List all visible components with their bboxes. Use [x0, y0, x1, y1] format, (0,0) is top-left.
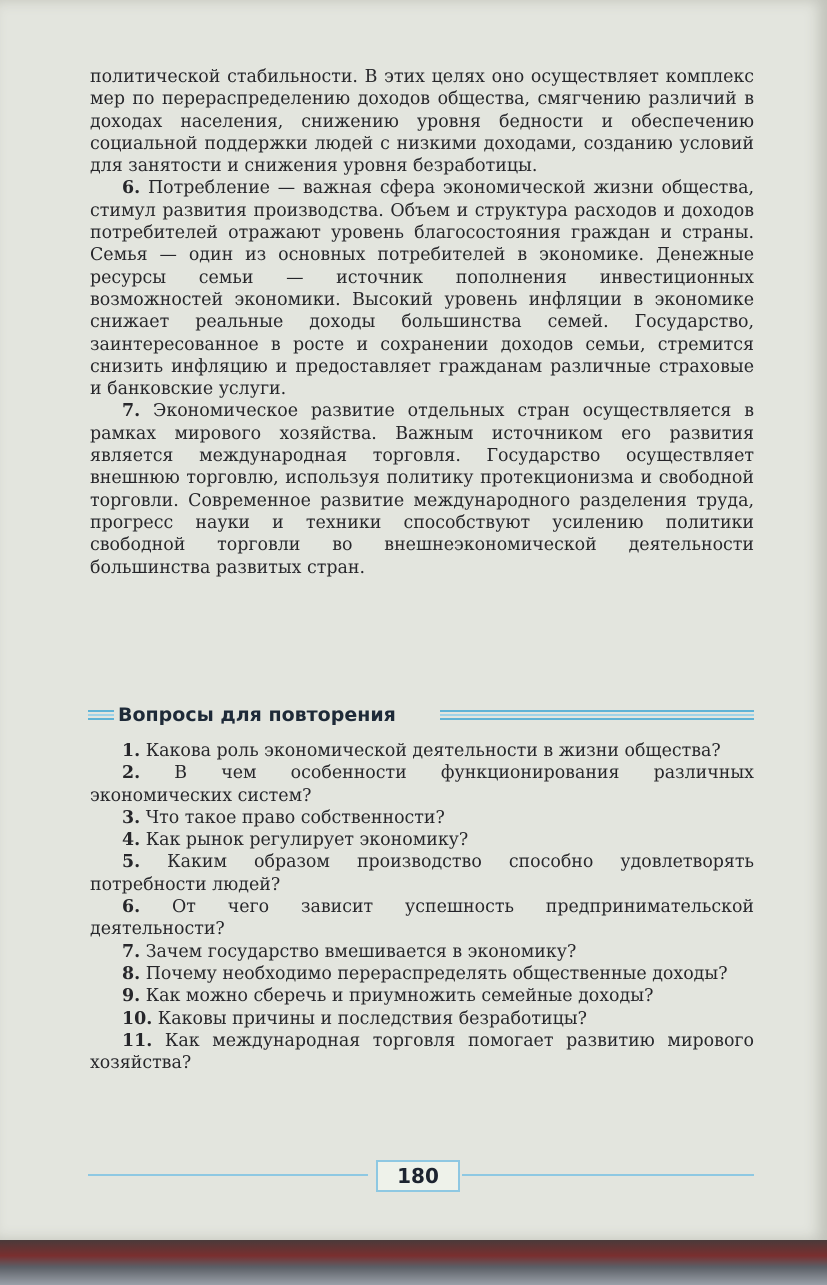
page-number: 180: [376, 1160, 460, 1192]
question-item: [90, 762, 754, 807]
question-item: [90, 740, 754, 762]
question-text: Зачем государство вмешивается в экономику?: [145, 941, 577, 962]
question-text: Как международная торговля помогает развитию мирового хозяйства?: [90, 1030, 754, 1074]
question-item: [90, 963, 754, 985]
question-number: 2.: [122, 763, 141, 784]
question-number: 6.: [122, 897, 141, 918]
question-text: Какова роль экономической деятельности в жизни общества?: [145, 741, 721, 761]
paragraph-number: 6.: [122, 178, 141, 199]
question-text: В чем особенности функционирования различных экономических систем?: [90, 763, 754, 806]
book-edge-background: [0, 1240, 827, 1285]
question-number: 7.: [122, 941, 141, 962]
header-decoration-left: [88, 710, 114, 724]
question-item: [90, 1030, 754, 1075]
page-footer: [88, 1160, 754, 1190]
footer-rule-right: [462, 1174, 754, 1176]
question-item: [90, 829, 754, 851]
questions-title: Вопросы для повторения: [118, 704, 396, 726]
question-item: [90, 1008, 754, 1030]
question-text: Почему необходимо перераспределять общественные доходы?: [145, 963, 728, 984]
questions-section-header: [88, 702, 754, 732]
question-number: 1.: [122, 741, 141, 761]
question-text: От чего зависит успешность предпринимательской деятельности?: [90, 897, 754, 940]
question-item: [90, 941, 754, 963]
header-decoration-right: [440, 710, 754, 724]
question-number: 5.: [122, 852, 141, 873]
question-text: Что такое право собственности?: [145, 807, 445, 828]
paragraph-text: Потребление — важная сфера экономической жизни общества, стимул развития производства. Объем и структура расходов и доходов потребителей отражают уровень благосостояния граждан и страны. Семья — один из основных потребителей в экономике. Денежные ресурсы семьи — источник пополнения инвестиционных возможностей экономики. Высокий уровень инфляции в экономике снижает реальные доходы большинства семей. Государство, заинтересованное в росте и сохранении доходов семьи, стремится снизить инфляцию и предоставляет гражданам различные страховые и банковские услуги.: [90, 178, 754, 400]
question-item: [90, 896, 754, 941]
question-item: [90, 807, 754, 829]
question-number: 3.: [122, 807, 141, 828]
footer-rule-left: [88, 1174, 368, 1176]
paragraph-text: Экономическое развитие отдельных стран осуществляется в рамках мирового хозяйства. Важным источником его развития является международная торговля. Государство осуществляет внешнюю торговлю, используя политику протекционизма и свободной торговли. Современное развитие международного разделения труда, прогресс науки и техники способствуют усилению политики свободной торговли во внешнеэкономической деятельности большинства развитых стран.: [90, 401, 755, 578]
question-text: Как можно сберечь и приумножить семейные доходы?: [145, 986, 654, 1007]
paragraph: [90, 66, 754, 177]
paragraph: [90, 400, 754, 578]
question-text: Как рынок регулирует экономику?: [145, 830, 469, 851]
paragraph-text: политической стабильности. В этих целях оно осуществляет комплекс мер по перераспределению доходов общества, смягчению различий в доходах населения, снижению уровня бедности и обеспечению социальной поддержки людей с низкими доходами, созданию условий для занятости и снижения уровня безработицы.: [90, 67, 754, 177]
paragraph-number: 7.: [122, 401, 141, 422]
question-number: 8.: [122, 963, 141, 984]
questions-list: [90, 740, 754, 1074]
question-number: 11.: [122, 1030, 153, 1051]
question-number: 10.: [122, 1008, 153, 1029]
question-text: Каким образом производство способно удовлетворять потребности людей?: [90, 852, 754, 895]
question-item: [90, 985, 754, 1007]
question-number: 9.: [122, 986, 141, 1007]
question-item: [90, 851, 754, 896]
body-text: [90, 66, 754, 579]
question-text: Каковы причины и последствия безработицы?: [157, 1008, 587, 1029]
paragraph: [90, 177, 754, 400]
question-number: 4.: [122, 830, 141, 851]
